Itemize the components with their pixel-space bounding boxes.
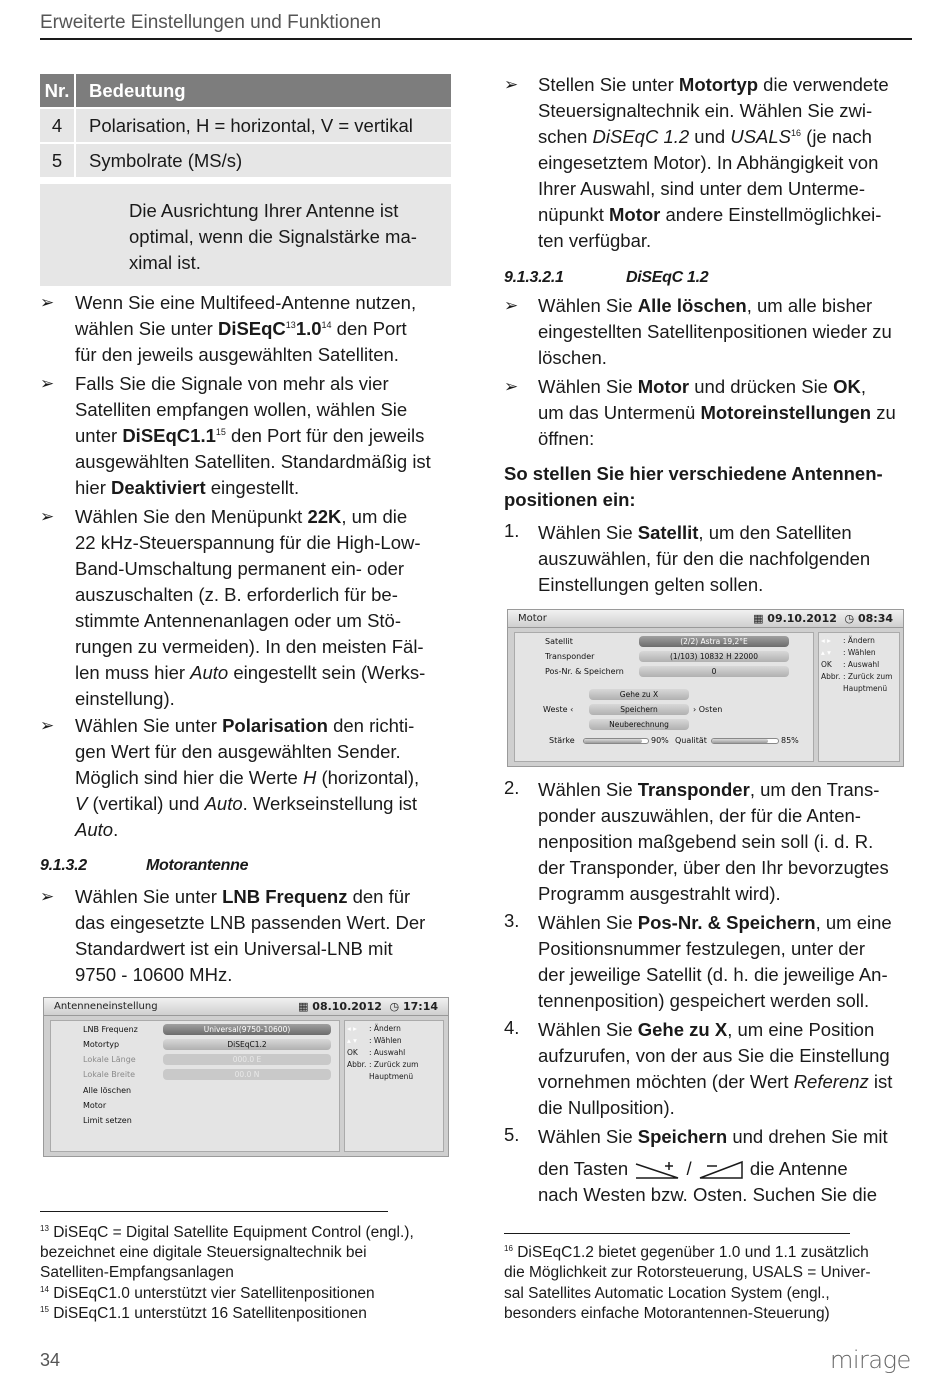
text-line: Wählen Sie unter Polarisation den richti- bbox=[75, 715, 415, 736]
text-line: ponder auszuwählen, der für die Anten- bbox=[538, 805, 861, 826]
motor-panel bbox=[514, 632, 814, 762]
text-line: Wählen Sie Satellit, um den Satelliten bbox=[538, 522, 852, 543]
text-line: Wählen Sie den Menüpunkt 22K, um die bbox=[75, 506, 408, 527]
bullet-arrow-icon: ➢ bbox=[40, 887, 55, 906]
text-line: löschen. bbox=[538, 347, 607, 368]
text-line: 9750 - 10600 MHz. bbox=[75, 964, 233, 985]
text-line: die Nullposition). bbox=[538, 1097, 675, 1118]
setting-label: Motor bbox=[83, 1101, 107, 1110]
text-line: für den jeweils ausgewählten Satelliten. bbox=[75, 344, 399, 365]
text-line: tennenposition) gespeichert werden soll. bbox=[538, 990, 870, 1011]
text-line: Steuersignaltechnik ein. Wählen Sie zwi- bbox=[538, 100, 873, 121]
text-line: len muss hier Auto eingestellt sein (Werks- bbox=[75, 662, 426, 683]
bullet-arrow-icon: ➢ bbox=[40, 374, 55, 393]
table-header-row bbox=[40, 74, 451, 107]
east-label: › Osten bbox=[693, 705, 723, 714]
text-line: Standardwert ist ein Universal-LNB mit bbox=[75, 938, 393, 959]
legend-item: OK : Auswahl bbox=[347, 1048, 406, 1057]
table-cell-text: Symbolrate (MS/s) bbox=[76, 144, 451, 177]
table-row bbox=[40, 109, 451, 142]
legend-item: Abbr. : Zurück zum bbox=[347, 1060, 419, 1069]
bullet-arrow-icon: ➢ bbox=[504, 296, 519, 315]
text-line: um das Untermenü Motoreinstellungen zu bbox=[538, 402, 896, 423]
position-number-field[interactable]: 0 bbox=[639, 666, 789, 677]
screenshot-titlebar bbox=[44, 998, 448, 1016]
legend-item: ◂ ▸ : Ändern bbox=[821, 636, 875, 645]
header-rule bbox=[40, 38, 912, 40]
section-number: 9.1.3.2 bbox=[40, 857, 87, 874]
step-number: 4. bbox=[504, 1017, 520, 1038]
step-number: 3. bbox=[504, 910, 520, 931]
text-line: rungen zu vermeiden). In den meisten Fäl- bbox=[75, 636, 424, 657]
legend-panel bbox=[344, 1020, 444, 1152]
key-minus-icon bbox=[697, 1158, 745, 1182]
text-line: hier Deaktiviert eingestellt. bbox=[75, 477, 300, 498]
text-line: Wenn Sie eine Multifeed-Antenne nutzen, bbox=[75, 292, 417, 313]
step-number: 5. bbox=[504, 1124, 520, 1145]
text-line: wählen Sie unter $DiSEqC^{13}1.0^{14}$ den Port bbox=[75, 318, 407, 339]
text-line: Falls Sie die Signale von mehr als vier bbox=[75, 373, 389, 394]
text-line: Wählen Sie Gehe zu X, um eine Position bbox=[538, 1019, 875, 1040]
table-header-meaning: Bedeutung bbox=[76, 74, 451, 107]
text-line: öffnen: bbox=[538, 428, 595, 449]
text-line: Wählen Sie unter LNB Frequenz den für bbox=[75, 886, 411, 907]
text-line: Wählen Sie Motor und drücken Sie OK, bbox=[538, 376, 866, 397]
footnote-15: $^{15}$ DiSEqC1.1 unterstützt 16 Satellitenpositionen bbox=[40, 1304, 367, 1322]
section-number: 9.1.3.2.1 bbox=[504, 269, 564, 286]
text-line: Satelliten empfangen wollen, wählen Sie bbox=[75, 399, 408, 420]
text-line: Einstellungen gelten sollen. bbox=[538, 574, 764, 595]
text-line: eingestellten Satellitenpositionen wieder zu bbox=[538, 321, 892, 342]
recalculate-button[interactable]: Neuberechnung bbox=[589, 719, 689, 730]
text-line: einstellung). bbox=[75, 688, 175, 709]
screenshot-title: Antenneneinstellung bbox=[54, 1001, 158, 1012]
section-title: DiSEqC 1.2 bbox=[626, 269, 709, 286]
setting-label: Lokale Länge bbox=[83, 1055, 136, 1064]
footnote-line: besonders einfache Motorantennen-Steuerung) bbox=[504, 1305, 830, 1322]
screenshot-datetime: ▦ 08.10.2012 ◷ 17:14 bbox=[298, 1000, 438, 1013]
text-line: stimmte Antennenanlagen oder um Stö- bbox=[75, 610, 401, 631]
legend-item: Hauptmenü bbox=[369, 1072, 414, 1081]
text-line: Wählen Sie Alle löschen, um alle bisher bbox=[538, 295, 873, 316]
text-line: Positionsnummer festzulegen, unter der bbox=[538, 938, 866, 959]
bullet-arrow-icon: ➢ bbox=[40, 293, 55, 312]
store-button[interactable]: Speichern bbox=[589, 704, 689, 715]
transponder-field[interactable]: (1/103) 10832 H 22000 bbox=[639, 651, 789, 662]
footnote-16: $^{16}$ DiSEqC1.2 bietet gegenüber 1.0 und 1.1 zusätzlich bbox=[504, 1243, 869, 1261]
strength-bar bbox=[583, 738, 649, 744]
step-number: 1. bbox=[504, 520, 520, 541]
bullet-arrow-icon: ➢ bbox=[40, 716, 55, 735]
settings-panel bbox=[50, 1020, 340, 1152]
legend-item: ◂ ▸ : Ändern bbox=[347, 1024, 401, 1033]
table-cell-nr: 4 bbox=[40, 109, 74, 142]
quality-bar-fill bbox=[712, 739, 768, 743]
page-number: 34 bbox=[40, 1350, 61, 1370]
text-line: eingesetztem Motor). In Abhängigkeit von bbox=[538, 152, 879, 173]
legend-panel bbox=[818, 632, 900, 762]
setting-label: Pos-Nr. & Speichern bbox=[545, 667, 624, 676]
west-label: Weste ‹ bbox=[543, 705, 574, 714]
text-line: nüpunkt Motor andere Einstellmöglichkei- bbox=[538, 204, 882, 225]
text-line: der jeweilige Satellit (d. h. die jeweilige An- bbox=[538, 964, 888, 985]
footnote-13: $^{13}$ DiSEqC = Digital Satellite Equipment Control (engl.), bbox=[40, 1223, 414, 1241]
section-title: Motorantenne bbox=[146, 857, 249, 874]
footnote-line: die Möglichkeit zur Rotorsteuerung, USALS = Univer- bbox=[504, 1264, 871, 1281]
text-line: Ihrer Auswahl, sind unter dem Unterme- bbox=[538, 178, 865, 199]
bullet-arrow-icon: ➢ bbox=[40, 507, 55, 526]
note-line: Die Ausrichtung Ihrer Antenne ist bbox=[129, 200, 399, 221]
strength-bar-fill bbox=[584, 739, 642, 743]
setting-label: Alle löschen bbox=[83, 1086, 132, 1095]
note-box bbox=[40, 184, 451, 286]
quality-value: 85% bbox=[781, 736, 799, 745]
note-line: optimal, wenn die Signalstärke ma- bbox=[129, 226, 417, 247]
text-line: den Tasten / die Antenne bbox=[538, 1156, 848, 1182]
screenshot-titlebar bbox=[508, 610, 903, 628]
note-line: ximal ist. bbox=[129, 252, 201, 273]
screenshot-title: Motor bbox=[518, 613, 547, 624]
text-line: Wählen Sie Pos-Nr. & Speichern, um eine bbox=[538, 912, 892, 933]
motor-type-field[interactable]: DiSEqC1.2 bbox=[163, 1039, 331, 1050]
legend-item: ▴ ▾ : Wählen bbox=[347, 1036, 402, 1045]
local-latitude-field: 00.0 N bbox=[163, 1069, 331, 1080]
text-line: Möglich sind hier die Werte H (horizontal), bbox=[75, 767, 420, 788]
text-line: nach Westen bzw. Osten. Suchen Sie die bbox=[538, 1184, 878, 1205]
text-line: ten verfügbar. bbox=[538, 230, 652, 251]
strength-value: 90% bbox=[651, 736, 669, 745]
step-number: 2. bbox=[504, 777, 520, 798]
setting-label: Motortyp bbox=[83, 1040, 120, 1049]
text-line: schen DiSEqC 1.2 und USALS$^{16}$ (je nach bbox=[538, 126, 872, 147]
table-row bbox=[40, 144, 451, 177]
text-line: nenposition maßgebend sein soll (i. d. R. bbox=[538, 831, 874, 852]
text-line: unter $DiSEqC1.1^{15}$ den Port für den jeweils bbox=[75, 425, 425, 446]
legend-item: ▴ ▾ : Wählen bbox=[821, 648, 876, 657]
text-line: aufzurufen, von der aus Sie die Einstellung bbox=[538, 1045, 890, 1066]
goto-x-button[interactable]: Gehe zu X bbox=[589, 689, 689, 700]
footnote-line: bezeichnet eine digitale Steuersignaltechnik bei bbox=[40, 1244, 367, 1261]
text-line: Wählen Sie Speichern und drehen Sie mit bbox=[538, 1126, 888, 1147]
text-line: 22 kHz-Steuerspannung für die High-Low- bbox=[75, 532, 421, 553]
setting-label: LNB Frequenz bbox=[83, 1025, 138, 1034]
text-line: gen Wert für den ausgewählten Sender. bbox=[75, 741, 401, 762]
text-line: der Transponder, über den Ihr bevorzugtes bbox=[538, 857, 889, 878]
quality-bar bbox=[711, 738, 779, 744]
antenna-settings-screenshot bbox=[43, 997, 449, 1157]
setting-label: Lokale Breite bbox=[83, 1070, 136, 1079]
setting-label: Satellit bbox=[545, 637, 573, 646]
screenshot-datetime: ▦ 09.10.2012 ◷ 08:34 bbox=[753, 612, 893, 625]
footnote-line: sal Satellites Automatic Location System (engl., bbox=[504, 1285, 830, 1302]
meaning-table bbox=[40, 74, 451, 179]
footnote-rule bbox=[504, 1233, 850, 1234]
text-line: auszuschalten (z. B. erforderlich für be- bbox=[75, 584, 398, 605]
strength-label: Stärke bbox=[549, 736, 575, 745]
table-header-nr: Nr. bbox=[40, 74, 74, 107]
setting-label: Transponder bbox=[545, 652, 595, 661]
quality-label: Qualität bbox=[675, 736, 707, 745]
local-longitude-field: 000.0 E bbox=[163, 1054, 331, 1065]
text-line: Wählen Sie Transponder, um den Trans- bbox=[538, 779, 880, 800]
bold-heading-line: positionen ein: bbox=[504, 489, 636, 510]
satellite-field[interactable]: (2/2) Astra 19,2°E bbox=[639, 636, 789, 647]
legend-item: Abbr. : Zurück zum bbox=[821, 672, 893, 681]
text-line: Band-Umschaltung permanent ein- oder bbox=[75, 558, 405, 579]
text-line: auszuwählen, für den die nachfolgenden bbox=[538, 548, 871, 569]
legend-item: OK : Auswahl bbox=[821, 660, 880, 669]
footnote-rule bbox=[40, 1211, 388, 1212]
setting-label: Limit setzen bbox=[83, 1116, 132, 1125]
brand-logo: mirage bbox=[830, 1346, 911, 1374]
legend-item: Hauptmenü bbox=[843, 684, 888, 693]
running-header: Erweiterte Einstellungen und Funktionen bbox=[40, 12, 382, 33]
table-cell-nr: 5 bbox=[40, 144, 74, 177]
text-line: Auto. bbox=[75, 819, 119, 840]
text-line: Stellen Sie unter Motortyp die verwendete bbox=[538, 74, 889, 95]
table-cell-text: Polarisation, H = horizontal, V = vertikal bbox=[76, 109, 451, 142]
motor-settings-screenshot bbox=[507, 609, 904, 767]
text-line: V (vertikal) und Auto. Werkseinstellung ist bbox=[75, 793, 418, 814]
bullet-arrow-icon: ➢ bbox=[504, 75, 519, 94]
text-line: Programm ausgestrahlt wird). bbox=[538, 883, 781, 904]
key-plus-icon bbox=[633, 1158, 681, 1182]
bullet-arrow-icon: ➢ bbox=[504, 377, 519, 396]
footnote-line: Satelliten-Empfangsanlagen bbox=[40, 1264, 234, 1281]
bold-heading-line: So stellen Sie hier verschiedene Antennen- bbox=[504, 463, 883, 484]
lnb-frequency-field[interactable]: Universal(9750-10600) bbox=[163, 1024, 331, 1035]
text-line: vornehmen möchten (der Wert Referenz ist bbox=[538, 1071, 893, 1092]
text-line: ausgewählten Satelliten. Standardmäßig ist bbox=[75, 451, 431, 472]
footnote-14: $^{14}$ DiSEqC1.0 unterstützt vier Satellitenpositionen bbox=[40, 1284, 375, 1302]
text-line: das eingesetzte LNB passenden Wert. Der bbox=[75, 912, 426, 933]
